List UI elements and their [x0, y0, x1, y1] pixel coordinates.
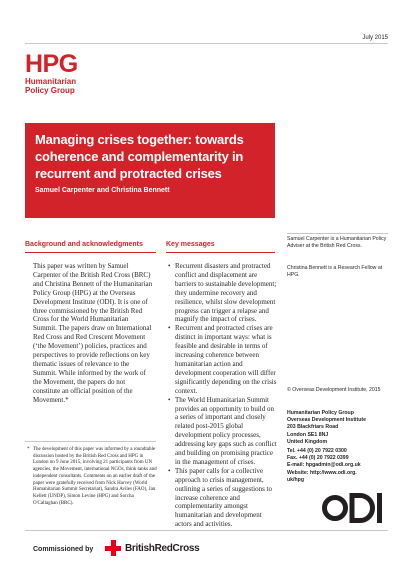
odi-logo: [322, 492, 388, 529]
list-item: [168, 467, 278, 529]
key-messages-heading: Key messages: [166, 241, 215, 248]
contact-phone: Tel. +44 (0) 20 7922 0300: [287, 448, 347, 454]
british-red-cross-wordmark: BritishRedCross: [125, 542, 200, 554]
contact-fax: Fax. +44 (0) 20 7922 0399: [287, 455, 349, 462]
footnote-mark: *: [27, 447, 30, 452]
key-message-text: Recurrent and protracted crises are distinct in important ways: what is feasible and desirable in terms of increasing coherence between humanitarian action and development cooperation will differ significantly depending on the crisis context.: [175, 324, 277, 395]
odi-logo-icon: [322, 492, 388, 524]
commissioned-by-label: Commissioned by: [33, 546, 94, 553]
bullet-icon: •: [168, 466, 171, 475]
bottom-divider: [25, 530, 388, 531]
address-line: Humanitarian Policy Group: [287, 410, 354, 416]
bullet-icon: •: [168, 324, 171, 333]
hpg-logo-mark: HPG: [25, 50, 78, 78]
copyright: © Overseas Development Institute, 2015: [287, 387, 381, 393]
bullet-icon: •: [168, 395, 171, 404]
key-message-text: Recurrent disasters and protracted conflict and displacement are barriers to sustainable development; they undermine recovery and resilience, whilst slow development progress can trigger a relapse and magnify the impact of crises.: [175, 262, 277, 324]
red-cross-icon: [105, 540, 121, 556]
british-red-cross-logo: [105, 540, 199, 556]
sidebar-divider: [287, 233, 388, 234]
list-item: [168, 262, 278, 324]
background-heading: Background and acknowledgments: [25, 241, 143, 248]
title-banner: [25, 123, 275, 218]
key-messages-list: [168, 262, 278, 529]
background-heading-rule: [25, 252, 156, 253]
list-item: [168, 396, 278, 467]
contact-website-cont: uk/hpg: [287, 476, 305, 483]
address-line: Overseas Development Institute: [287, 417, 366, 424]
author-bio-bennett: Christina Bennett is a Research Fellow at HPG.: [287, 265, 383, 279]
contact-details: [287, 448, 392, 484]
footnote-divider: [25, 441, 156, 442]
list-item: [168, 324, 278, 395]
paper-authors: Samuel Carpenter and Christina Bennett: [35, 187, 170, 194]
hpg-logo: [25, 52, 78, 95]
paper-title: Managing crises together: towards coherence and complementarity in recurrent and protracted crises: [35, 132, 244, 181]
hpg-logo-line2: Policy Group: [25, 86, 75, 95]
key-message-text: This paper calls for a collective approach to crisis management, outlining a series of suggestions to increase coherence and complementarity amongst humanitarian and development actors and activities.: [175, 466, 273, 529]
publication-date: July 2015: [362, 35, 388, 41]
address-line: London SE1 8NJ: [287, 431, 329, 438]
contact-website: Website: http://www.odi.org.: [287, 469, 357, 476]
key-message-text: The World Humanitarian Summit provides an opportunity to build on a series of important and closely related post-2015 global development policy processes, addressing key gaps such as conflict and building on promising practice in the management of crises.: [175, 395, 277, 466]
author-bio-carpenter: Samuel Carpenter is a Humanitarian Policy Adviser at the British Red Cross.: [287, 236, 387, 250]
key-messages-heading-rule: [166, 252, 275, 253]
background-body: This paper was written by Samuel Carpenter of the British Red Cross (BRC) and Christina Bennett of the Humanitarian Policy Group (HPG) at the Overseas Development Institute (ODI). It is one of three commissioned by the British Red Cross for the World Humanitarian Summit. The papers draw on International Red Cross and Red Crescent Movement (‘the Movement’) policies, practices and perspectives to provide reflections on key thematic issues of relevance to the Summit. While informed by the work of the Movement, the papers do not constitute an official position of the Movement.*: [33, 262, 153, 404]
contact-email: E-mail: hpgadmin@odi.org.uk: [287, 462, 361, 469]
footnote-text: The development of this paper was informed by a roundtable discussion hosted by the British Red Cross and HPG in London on 9 June 2015, involving 21 participants from UN agencies, the Movement, international NGOs, think tanks and independent consultants. Comments on an earlier draft of the paper were gratefully received from Nick Harvey (World Humanitarian Summit Secretariat), Sandra Aviles (FAO), Jan Kellett (UNDP), Simon Levine (HPG) and Sorcha O'Callaghan (BRC).: [33, 447, 157, 506]
organisation-address: [287, 410, 392, 446]
address-line: United Kingdom: [287, 438, 328, 445]
top-divider: [25, 43, 388, 44]
hpg-logo-line1: Humanitarian: [25, 77, 77, 86]
address-line: 203 Blackfriars Road: [287, 424, 339, 431]
bullet-icon: •: [168, 262, 171, 270]
footnote: [27, 447, 157, 507]
